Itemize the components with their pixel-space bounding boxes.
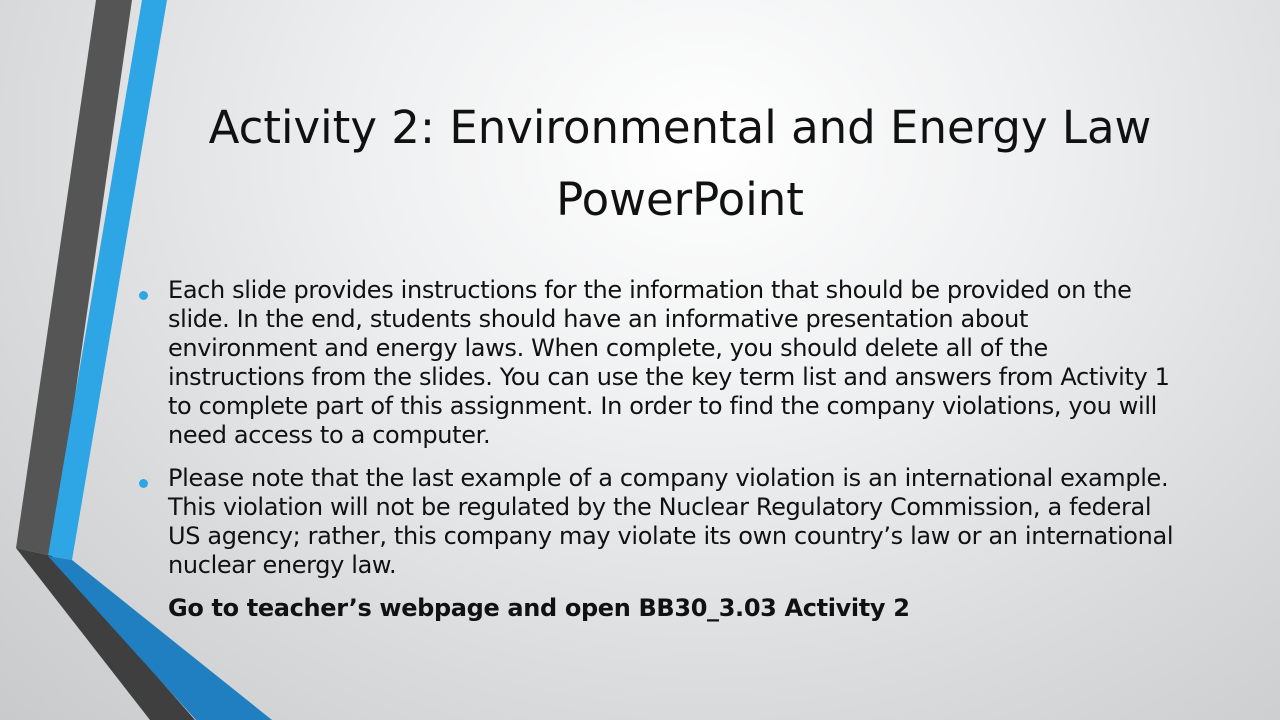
bullet-item xyxy=(139,276,1179,450)
bullet-text: Please note that the last example of a company violation is an international example. This violation will not be regulated by the Nuclear Regulatory Commission, a federal US agency; rather, this company may violate its own country’s law or an international nuclear energy law. xyxy=(168,464,1174,579)
bullet-text: Go to teacher’s webpage and open BB30_3.03 Activity 2 xyxy=(168,594,910,622)
bullet-list xyxy=(139,276,1179,637)
slide-title: Activity 2: Environmental and Energy Law PowerPoint xyxy=(208,101,1152,226)
bullet-icon xyxy=(139,479,148,488)
bullet-item xyxy=(139,594,1179,623)
bullet-text: Each slide provides instructions for the information that should be provided on the slide. In the end, students should have an informative presentation about environment and energy laws. When complete, you should delete all of the instructions from the slides. You can use the key term list and answers from Activity 1 to complete part of this assignment. In order to find the company violations, you will need access to a computer. xyxy=(168,276,1170,449)
bullet-item xyxy=(139,464,1179,580)
bullet-icon xyxy=(139,291,148,300)
